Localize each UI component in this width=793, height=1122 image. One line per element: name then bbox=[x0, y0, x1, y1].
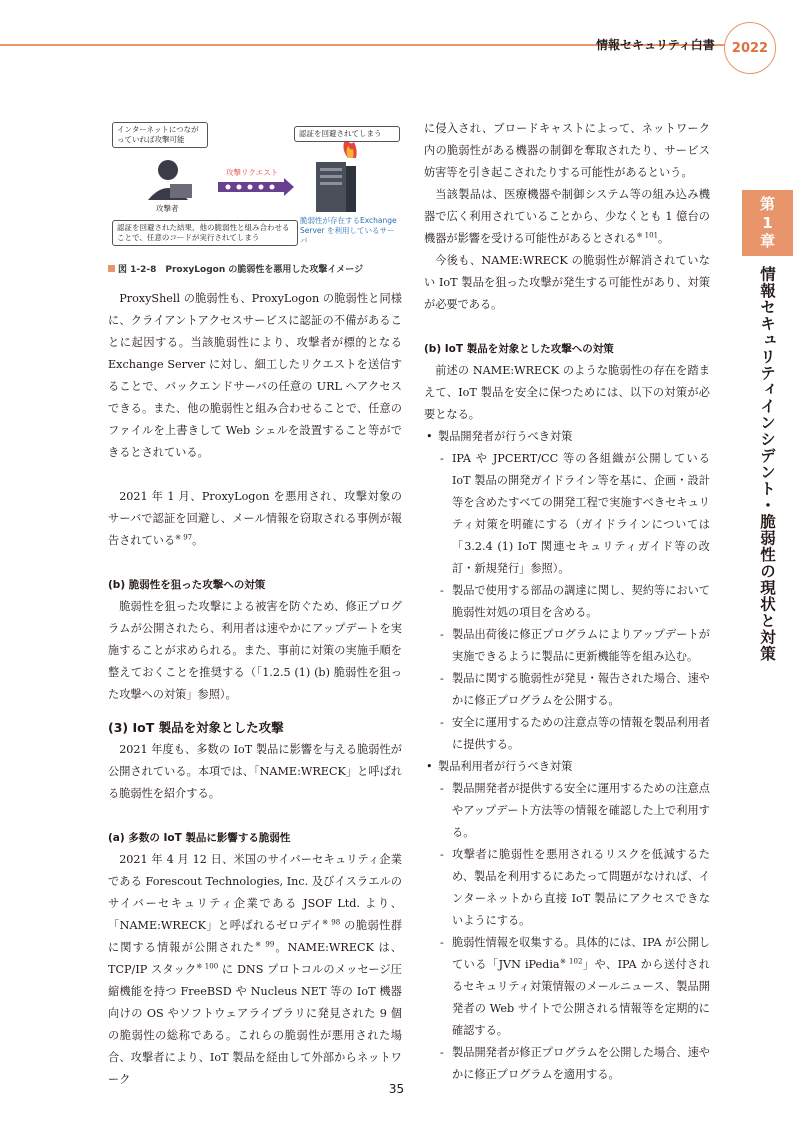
right-para-4: 前述の NAME:WRECK のような脆弱性の存在を踏まえて、IoT 製品を安全に保つためには、以下の対策が必要となる。 bbox=[424, 364, 710, 421]
user-item-3 bbox=[424, 932, 710, 1042]
bullet-user: • 製品利用者が行うべき対策 bbox=[424, 756, 710, 778]
footnote-102: ※ 102 bbox=[559, 957, 583, 966]
left-para-5a: 2021 年 4 月 12 日、米国のサイバーセキュリティ企業である Forescout Technologies, Inc. 及びイスラエルのサイバーセキュリティ企業である JSOF Ltd. より、「NAME:WRECK」と呼ばれるゼロデイ bbox=[108, 853, 402, 932]
bullet-developer: • 製品開発者が行うべき対策 bbox=[424, 426, 710, 448]
left-para-2-end: 。 bbox=[192, 534, 204, 547]
right-para-2 bbox=[424, 184, 710, 250]
page-number: 35 bbox=[388, 1082, 405, 1096]
user-item-3a: 脆弱性情報を収集する。具体的には、IPA が公開している「JVN iPedia bbox=[452, 936, 710, 971]
right-para-1: に侵入され、ブロードキャストによって、ネットワーク内の脆弱性がある機器の制御を奪取されたり、サービス妨害等を引き起こされたりする可能性があるという。 bbox=[424, 122, 710, 179]
left-para-1: ProxyShell の脆弱性も、ProxyLogon の脆弱性と同様に、クライアントアクセスサービスに認証の不備があることに起因する。当該脆弱性により、攻撃者が標的となる Exchange Server に対し、細工したリクエストを送信することで、バックエンドサーバの任意の URL へアクセスできる。また、他の脆弱性と組み合わせることで、任意のファイルを上書きして Web シェルを設置すること等ができるとされている。 bbox=[108, 292, 402, 459]
left-para-5c: 。NAME:WRECK は、TCP/IP スタック bbox=[108, 941, 402, 976]
right-para-2-text: 当該製品は、医療機器や制御システム等の組み込み機器で広く利用されていることから、少なくとも 1 億台の機器が影響を受ける可能性があるとされる bbox=[424, 188, 710, 245]
year-label: 2022 bbox=[731, 40, 769, 56]
footnote-99: ※ 99 bbox=[255, 940, 275, 949]
user-item-1: - 製品開発者が提供する安全に運用するための注意点やアップデート方法等の情報を確認した上で利用する。 bbox=[424, 778, 710, 844]
chapter-label-2: 1 bbox=[762, 213, 773, 232]
left-para-5d: に DNS プロトコルのメッセージ圧縮機能を持つ FreeBSD や Nucleus NET 等の IoT 機器向けの OS やソフトウェアライブラリに発見された 9 個の脆弱性の総称である。これらの脆弱性が悪用された場合、攻撃者により、IoT 製品を経由して外部からネットワーク bbox=[108, 963, 402, 1086]
footnote-98: ※ 98 bbox=[322, 918, 341, 927]
heading-3-iot: (3) IoT 製品を対象とした攻撃 bbox=[108, 720, 284, 735]
chapter-tab bbox=[742, 190, 793, 256]
attacker-icon bbox=[148, 160, 192, 200]
left-column bbox=[108, 288, 402, 1091]
user-item-3b: 」や、IPA から送付されるセキュリティ対策情報のメールニュース、製品開発者の Web サイトで公開される情報等を定期的に確認する。 bbox=[452, 958, 710, 1037]
callout-code-exec: 認証を回避された結果、他の脆弱性と組み合わせることで、任意のコードが実行されてしまう bbox=[112, 220, 298, 246]
user-item-4: - 製品開発者が修正プログラムを公開した場合、速やかに修正プログラムを適用する。 bbox=[424, 1042, 710, 1086]
chapter-label-3: 章 bbox=[759, 232, 775, 251]
heading-b-iot-countermeasure: (b) IoT 製品を対象とした攻撃への対策 bbox=[424, 343, 614, 355]
left-para-5 bbox=[108, 849, 402, 1091]
footnote-100: ※ 100 bbox=[196, 962, 219, 971]
server-label: 脆弱性が存在するExchange Server を利用しているサーバ bbox=[300, 216, 397, 245]
left-para-3: 脆弱性を狙った攻撃による被害を防ぐため、修正プログラムが公開されたら、利用者は速やかにアップデートを実施することが求められる。また、事前に対策の実施手順を整えておくことを推奨する（「1.2.5 (1) (b) 脆弱性を狙った攻撃への対策」参照）。 bbox=[108, 600, 402, 701]
attack-arrow bbox=[218, 178, 294, 196]
left-para-2-text: 2021 年 1 月、ProxyLogon を悪用され、攻撃対象のサーバで認証を回避し、メール情報を窃取される事例が報告されている bbox=[108, 490, 402, 547]
heading-a-iot-vulns: (a) 多数の IoT 製品に影響する脆弱性 bbox=[108, 832, 291, 844]
right-para-2-end: 。 bbox=[658, 232, 670, 245]
user-item-2: - 攻撃者に脆弱性を悪用されるリスクを低減するため、製品を利用するにあたって問題がなければ、インターネットから直接 IoT 製品にアクセスできないようにする。 bbox=[424, 844, 710, 932]
left-para-2 bbox=[108, 486, 402, 552]
callout-internet: インターネットにつながっていれば攻撃可能 bbox=[112, 122, 208, 148]
year-badge bbox=[724, 22, 776, 74]
caption-marker bbox=[108, 265, 115, 272]
header-title: 情報セキュリティ白書 bbox=[596, 38, 715, 52]
attacker-label: 攻撃者 bbox=[156, 204, 179, 213]
heading-b-countermeasure: (b) 脆弱性を狙った攻撃への対策 bbox=[108, 579, 266, 591]
right-para-3: 今後も、NAME:WRECK の脆弱性が解消されていない IoT 製品を狙った攻撃が発生する可能性があり、対策が必要である。 bbox=[424, 254, 710, 311]
dev-item-2: - 製品で使用する部品の調達に関し、契約等において脆弱性対処の項目を含める。 bbox=[424, 580, 710, 624]
chapter-title-vertical: 情報セキュリティインシデント・脆弱性の現状と対策 bbox=[758, 266, 776, 662]
footnote-101: ※ 101 bbox=[636, 231, 659, 240]
callout-auth-bypass: 認証を回避されてしまう bbox=[294, 126, 400, 142]
dev-item-1: - IPA や JPCERT/CC 等の各組織が公開している IoT 製品の開発ガイドライン等を基に、企画・設計等を含めたすべての開発工程で実施すべきセキュリティ対策を明確にする（ガイドラインについては「3.2.4 (1) IoT 関連セキュリティガイド等の改訂・新規発行」参照）。 bbox=[424, 448, 710, 580]
dev-item-4: - 製品に関する脆弱性が発見・報告された場合、速やかに修正プログラムを公開する。 bbox=[424, 668, 710, 712]
dev-item-5: - 安全に運用するための注意点等の情報を製品利用者に提供する。 bbox=[424, 712, 710, 756]
caption-text: 図 1-2-8 ProxyLogon の脆弱性を悪用した攻撃イメージ bbox=[118, 265, 364, 275]
server-icon bbox=[316, 162, 356, 212]
right-column bbox=[424, 118, 710, 1086]
figure-caption bbox=[108, 262, 363, 275]
attack-request-label: 攻撃リクエスト bbox=[226, 168, 279, 177]
attack-figure bbox=[108, 118, 402, 256]
dev-item-3: - 製品出荷後に修正プログラムによりアップデートが実施できるように製品に更新機能等を組み込む。 bbox=[424, 624, 710, 668]
left-para-4: 2021 年度も、多数の IoT 製品に影響を与える脆弱性が公開されている。本項では、「NAME:WRECK」と呼ばれる脆弱性を紹介する。 bbox=[108, 743, 402, 800]
left-para-5b: の脆弱性群に関する情報が公開された bbox=[108, 919, 403, 954]
chapter-label-1: 第 bbox=[759, 194, 775, 213]
footnote-97: ※ 97 bbox=[175, 533, 193, 542]
